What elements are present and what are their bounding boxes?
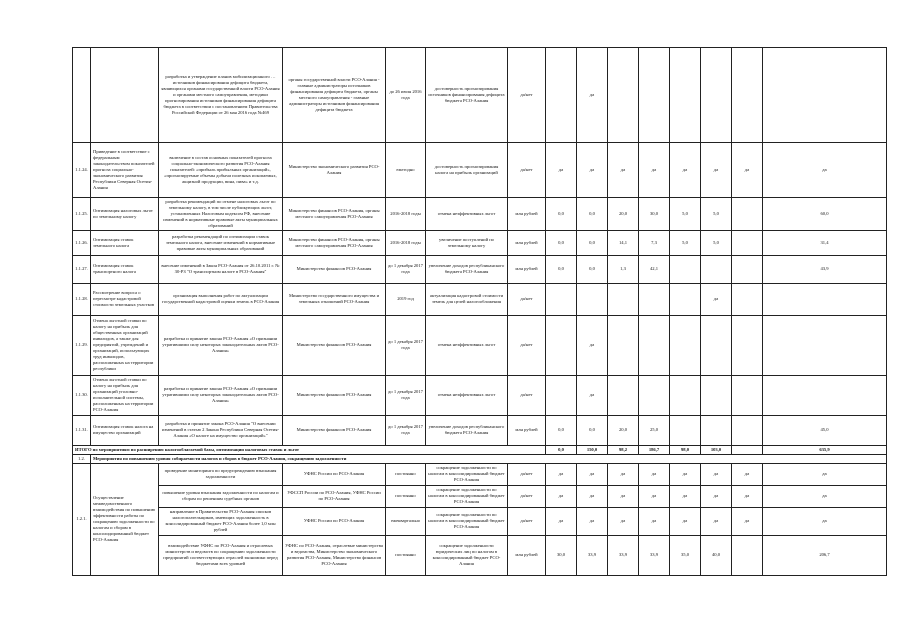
year-value-cell: 0,0 [546, 230, 577, 255]
year-value-cell [732, 375, 763, 415]
executor-cell: Министерство экономического развития РСО-Алания [283, 143, 386, 198]
deadline-cell: до 1 декабря 2017 года [386, 415, 426, 445]
unit-cell: да/нет [508, 315, 546, 375]
measure-cell: разработка рекомендаций по отмене налоговых льгот по земельному налогу, в том числе публикующих льгот, установленных Налоговым кодексом РФ, внесение изменений в нормативные правовые акты муниципальных образований [159, 198, 283, 231]
year-value-cell: да [763, 463, 887, 485]
section-number: 1.2. [73, 454, 91, 463]
unit-cell: да/нет [508, 375, 546, 415]
year-value-cell [732, 283, 763, 315]
year-value-cell [701, 315, 732, 375]
total-cell: 60,0 [763, 198, 887, 231]
total-value [732, 445, 763, 454]
year-value-cell: 20,0 [608, 415, 639, 445]
section-row [73, 454, 887, 463]
total-cell: 43,9 [763, 255, 887, 283]
measure-cell: разработка и утверждение планов мобилизационного … источников финансирования дефицита бюджета, являющихся органами государственной власти РСО-Алания и органами местного самоуправления, методики прогнозирования источников финансирования дефицита бюджета в соответствии с постановлением Правительства Российской Федерации от 26 мая 2016 года №469 [159, 48, 283, 143]
year-value-cell: 0,0 [577, 415, 608, 445]
year-value-cell [577, 283, 608, 315]
year-value-cell: да [546, 485, 577, 507]
year-value-cell [546, 48, 577, 143]
year-value-cell: 25,0 [639, 415, 670, 445]
year-value-cell: 30,0 [639, 198, 670, 231]
year-value-cell [763, 48, 887, 143]
deadline-cell: ежегодно [386, 143, 426, 198]
result-cell: увеличение доходов республиканского бюджета РСО-Алания [426, 415, 508, 445]
result-cell: сокращение задолженности по налогам в консолидированный бюджет РСО-Алания [426, 485, 508, 507]
item-number: 1.1.27. [73, 255, 91, 283]
deadline-cell: постоянно [386, 485, 426, 507]
deadline-cell: до 26 июля 2016 года [386, 48, 426, 143]
item-number: 1.1.25. [73, 198, 91, 231]
item-number: 1.1.29. [73, 315, 91, 375]
year-value-cell [639, 375, 670, 415]
result-cell: сокращение задолженности по налогам в консолидированный бюджет РСО-Алания [426, 507, 508, 535]
year-value-cell: да [763, 143, 887, 198]
year-value-cell: да [577, 485, 608, 507]
year-value-cell [763, 315, 887, 375]
executor-cell: УФССП России по РСО-Алания, УФНС России по РСО-Алания [283, 485, 386, 507]
deadline-cell: до 1 декабря 2017 года [386, 375, 426, 415]
year-value-cell [639, 283, 670, 315]
year-value-cell: да [608, 463, 639, 485]
year-value-cell: да [577, 375, 608, 415]
year-value-cell: да [701, 143, 732, 198]
year-value-cell [608, 315, 639, 375]
year-value-cell [670, 283, 701, 315]
table-row [73, 48, 887, 143]
item-name: Рассмотрение вопроса о пересмотре кадастровой стоимости земельных участков [91, 283, 159, 315]
total-value: 0,0 [546, 445, 577, 454]
unit-cell: млн рублей [508, 535, 546, 575]
result-cell: актуализация кадастровой стоимости земель для целей налогообложения [426, 283, 508, 315]
year-value-cell: да [608, 485, 639, 507]
total-row [73, 445, 887, 454]
year-value-cell [608, 375, 639, 415]
year-value-cell [732, 230, 763, 255]
executor-cell: органы государственной власти РСО-Алания - главные администраторы источников финансирования дефицита бюджета, органы местного самоуправления - главные администраторы источников финансирования дефицита бюджета [283, 48, 386, 143]
table-row [73, 463, 887, 485]
year-value-cell [732, 198, 763, 231]
measure-cell: разработка и принятие закона РСО-Алания "О внесении изменений в статью 2 Закона Республики Северная Осетия-Алания «О налоге на имущество организаций»" [159, 415, 283, 445]
table-row [73, 283, 887, 315]
year-value-cell [701, 415, 732, 445]
result-cell: отмена неэффективных льгот [426, 375, 508, 415]
year-value-cell: 5,0 [701, 198, 732, 231]
year-value-cell [701, 375, 732, 415]
result-cell: сокращение задолженности по налогам в консолидированный бюджет РСО-Алания [426, 463, 508, 485]
item-name [91, 48, 159, 143]
year-value-cell [763, 375, 887, 415]
executor-cell: Министерство государственного имущества и земельных отношений РСО-Алания [283, 283, 386, 315]
item-name: Оптимизация ставок земельного налога [91, 230, 159, 255]
year-value-cell: 5,0 [670, 230, 701, 255]
result-cell: достоверность прогнозирования налога на прибыль организаций [426, 143, 508, 198]
year-value-cell: 1,3 [608, 255, 639, 283]
deadline-cell: ежеквартально [386, 507, 426, 535]
year-value-cell: да [701, 485, 732, 507]
total-cell: 206,7 [763, 535, 887, 575]
year-value-cell: 5,0 [701, 230, 732, 255]
executor-cell: УФНС России по РСО-Алания [283, 507, 386, 535]
year-value-cell: да [546, 507, 577, 535]
year-value-cell: 33,9 [639, 535, 670, 575]
table-row [73, 198, 887, 231]
year-value-cell [732, 415, 763, 445]
measure-cell: проведение мониторинга по предупреждению взыскания задолженности [159, 463, 283, 485]
year-value-cell: да [608, 507, 639, 535]
year-value-cell: 40,0 [701, 535, 732, 575]
measure-cell: направление в Правительство РСО-Алания списков налогоплательщиков, имеющих задолженность в консолидированный бюджет РСО-Алания более 1,0 млн рублей [159, 507, 283, 535]
deadline-cell: до 1 декабря 2017 года [386, 315, 426, 375]
total-label: ИТОГО по мероприятиям по расширению налогооблагаемой базы, оптимизации налоговых ставок и льгот [73, 445, 546, 454]
table-row [73, 375, 887, 415]
executor-cell: Министерство финансов РСО-Алания [283, 315, 386, 375]
year-value-cell [670, 48, 701, 143]
measure-cell: внесение изменений в Закон РСО-Алания от 26.10.2011 г. № 30-РЗ "О транспортном налоге в РСО-Алания" [159, 255, 283, 283]
executor-cell: Министерство финансов РСО-Алания [283, 255, 386, 283]
deadline-cell: 2016-2018 годы [386, 230, 426, 255]
year-value-cell: 42,1 [639, 255, 670, 283]
year-value-cell [639, 48, 670, 143]
total-cell: 31,4 [763, 230, 887, 255]
year-value-cell: да [577, 48, 608, 143]
year-value-cell [732, 315, 763, 375]
measure-cell: разработка и принятие закона РСО-Алания «О признании утратившими силу некоторых законодательных актов РСО-Алания» [159, 375, 283, 415]
unit-cell: млн рублей [508, 230, 546, 255]
result-cell: увеличение поступлений по земельному налогу [426, 230, 508, 255]
year-value-cell: да [763, 507, 887, 535]
result-cell: достоверность прогнозирования источников финансирования дефицита бюджета РСО-Алания [426, 48, 508, 143]
item-name: Отмена льготной ставки по налогу на прибыль для общественных организаций инвалидов, а также для предприятий, учреждений и организаций, использующих труд инвалидов, расположенных на территории республики [91, 315, 159, 375]
unit-cell: млн рублей [508, 255, 546, 283]
executor-cell: Министерство финансов РСО-Алания [283, 375, 386, 415]
executor-cell: УФНС России по РСО-Алания [283, 463, 386, 485]
result-cell: отмена неэффективных льгот [426, 315, 508, 375]
year-value-cell [608, 48, 639, 143]
year-value-cell: да [639, 507, 670, 535]
year-value-cell: 0,0 [546, 198, 577, 231]
executor-cell: УФНС по РСО-Алания, отраслевые министерства и ведомства, Министерство экономического развития РСО-Алания, Министерство финансов РСО-Алания [283, 535, 386, 575]
year-value-cell: да [763, 485, 887, 507]
unit-cell: да/нет [508, 485, 546, 507]
measures-table [72, 47, 887, 576]
unit-cell: да/нет [508, 283, 546, 315]
unit-cell: да/нет [508, 143, 546, 198]
year-value-cell: 5,0 [670, 198, 701, 231]
deadline-cell: 2016-2018 годы [386, 198, 426, 231]
total-value: 103,0 [701, 445, 732, 454]
year-value-cell: да [670, 143, 701, 198]
year-value-cell: да [577, 463, 608, 485]
unit-cell: млн рублей [508, 415, 546, 445]
item-number: 1.1.28. [73, 283, 91, 315]
table-row [73, 255, 887, 283]
total-cell: 45,0 [763, 415, 887, 445]
item-number: 1.1.31. [73, 415, 91, 445]
plan-table-page [72, 47, 846, 576]
unit-cell: да/нет [508, 48, 546, 143]
measure-cell: организация выполнения работ по актуализации государственной кадастровой оценки земель в РСО-Алания [159, 283, 283, 315]
total-value: 98,2 [608, 445, 639, 454]
year-value-cell [670, 315, 701, 375]
table-body [73, 48, 887, 576]
item-name: Оптимизация налоговых льгот по земельному налогу [91, 198, 159, 231]
executor-cell: Министерство финансов РСО-Алания [283, 415, 386, 445]
year-value-cell: да [546, 143, 577, 198]
table-row [73, 485, 887, 507]
item-number [73, 48, 91, 143]
measure-cell: разработка рекомендаций по оптимизации ставок земельного налога, внесение изменений в нормативные правовые акты муниципальных образований [159, 230, 283, 255]
year-value-cell [732, 48, 763, 143]
year-value-cell: да [701, 507, 732, 535]
year-value-cell: да [639, 463, 670, 485]
table-row [73, 415, 887, 445]
year-value-cell [732, 535, 763, 575]
total-value: 150,0 [577, 445, 608, 454]
year-value-cell [546, 283, 577, 315]
deadline-cell: постоянно [386, 463, 426, 485]
unit-cell: млн рублей [508, 198, 546, 231]
year-value-cell: 14,1 [608, 230, 639, 255]
year-value-cell [670, 255, 701, 283]
item-name: Приведение в соответствие с федеральным законодательством показателей прогноза социально-экономического развития Республики Северная Осетия-Алания [91, 143, 159, 198]
deadline-cell: постоянно [386, 535, 426, 575]
year-value-cell: да [732, 143, 763, 198]
year-value-cell: да [577, 315, 608, 375]
total-sum: 635,9 [763, 445, 887, 454]
deadline-cell: до 1 декабря 2017 года [386, 255, 426, 283]
year-value-cell: 33,9 [577, 535, 608, 575]
year-value-cell: 33,9 [608, 535, 639, 575]
result-cell: сокращение задолженности юридических лиц по налогам в консолидированный бюджет РСО-Алания [426, 535, 508, 575]
table-row [73, 143, 887, 198]
year-value-cell [546, 315, 577, 375]
year-value-cell: да [577, 143, 608, 198]
result-cell: увеличение доходов республиканского бюджета РСО-Алания [426, 255, 508, 283]
item-number: 1.1.26. [73, 230, 91, 255]
year-value-cell: да [608, 143, 639, 198]
year-value-cell: да [670, 463, 701, 485]
year-value-cell: да [639, 485, 670, 507]
year-value-cell: да [701, 283, 732, 315]
year-value-cell [701, 48, 732, 143]
table-row [73, 315, 887, 375]
measure-cell: взаимодействие УФНС по РСО-Алания и отраслевых министерств и ведомств по сокращению задолженности предприятий соответствующих отраслей экономики перед бюджетами всех уровней [159, 535, 283, 575]
year-value-cell: 0,0 [577, 255, 608, 283]
measure-cell: разработка и принятие закона РСО-Алания «О признании утратившими силу некоторых законодательных актов РСО-Алания» [159, 315, 283, 375]
total-value: 186,7 [639, 445, 670, 454]
year-value-cell: да [670, 507, 701, 535]
measure-cell: повышение уровня взыскания задолженности по налогам и сборам по решениям судебных органов [159, 485, 283, 507]
year-value-cell: да [732, 507, 763, 535]
year-value-cell: 0,0 [577, 198, 608, 231]
table-row [73, 230, 887, 255]
year-value-cell: 35,0 [670, 535, 701, 575]
year-value-cell [639, 315, 670, 375]
executor-cell: Министерство финансов РСО-Алания, органы местного самоуправления РСО-Алания [283, 230, 386, 255]
year-value-cell [670, 415, 701, 445]
year-value-cell: да [670, 485, 701, 507]
year-value-cell: да [639, 143, 670, 198]
year-value-cell [701, 255, 732, 283]
item-name: Отмена льготной ставки по налогу на прибыль для организаций уголовно-исполнительной системы, расположенных на территории РСО-Алания [91, 375, 159, 415]
year-value-cell: 7,3 [639, 230, 670, 255]
year-value-cell: да [546, 463, 577, 485]
unit-cell: да/нет [508, 463, 546, 485]
year-value-cell: 0,0 [546, 415, 577, 445]
item-name: Осуществление межведомственного взаимодействия по повышению эффективности работы по сокращению задолженности по налогам и сборам в консолидированный бюджет РСО-Алания [91, 463, 159, 575]
year-value-cell: да [732, 485, 763, 507]
item-name: Оптимизация ставок налога на имущество организаций [91, 415, 159, 445]
table-row [73, 535, 887, 575]
total-value: 98,0 [670, 445, 701, 454]
item-number: 1.1.30. [73, 375, 91, 415]
year-value-cell [732, 255, 763, 283]
year-value-cell: 30,0 [546, 535, 577, 575]
year-value-cell [608, 283, 639, 315]
year-value-cell: 0,0 [546, 255, 577, 283]
deadline-cell: 2019 год [386, 283, 426, 315]
item-number: 1.1.24. [73, 143, 91, 198]
year-value-cell [670, 375, 701, 415]
item-number: 1.2.1. [73, 463, 91, 575]
year-value-cell [763, 283, 887, 315]
table-row [73, 507, 887, 535]
year-value-cell: 20,0 [608, 198, 639, 231]
year-value-cell: да [732, 463, 763, 485]
section-title: Мероприятия по повышению уровня собираемости налогов и сборов в бюджет РСО-Алания, сокращению задолженности [91, 454, 887, 463]
item-name: Оптимизация ставок транспортного налога [91, 255, 159, 283]
year-value-cell: да [701, 463, 732, 485]
executor-cell: Министерство финансов РСО-Алания, органы местного самоуправления РСО-Алания [283, 198, 386, 231]
year-value-cell: да [577, 507, 608, 535]
year-value-cell [546, 375, 577, 415]
result-cell: отмена неэффективных льгот [426, 198, 508, 231]
unit-cell: да/нет [508, 507, 546, 535]
year-value-cell: 0,0 [577, 230, 608, 255]
measure-cell: включение в состав основных показателей прогноза социально-экономического развития РСО-Алания показателей: «прибыль прибыльных организаций», «прогнозируемые объемы добычи полезных ископаемых, акцизной продукции, вина, пива» и т.д. [159, 143, 283, 198]
